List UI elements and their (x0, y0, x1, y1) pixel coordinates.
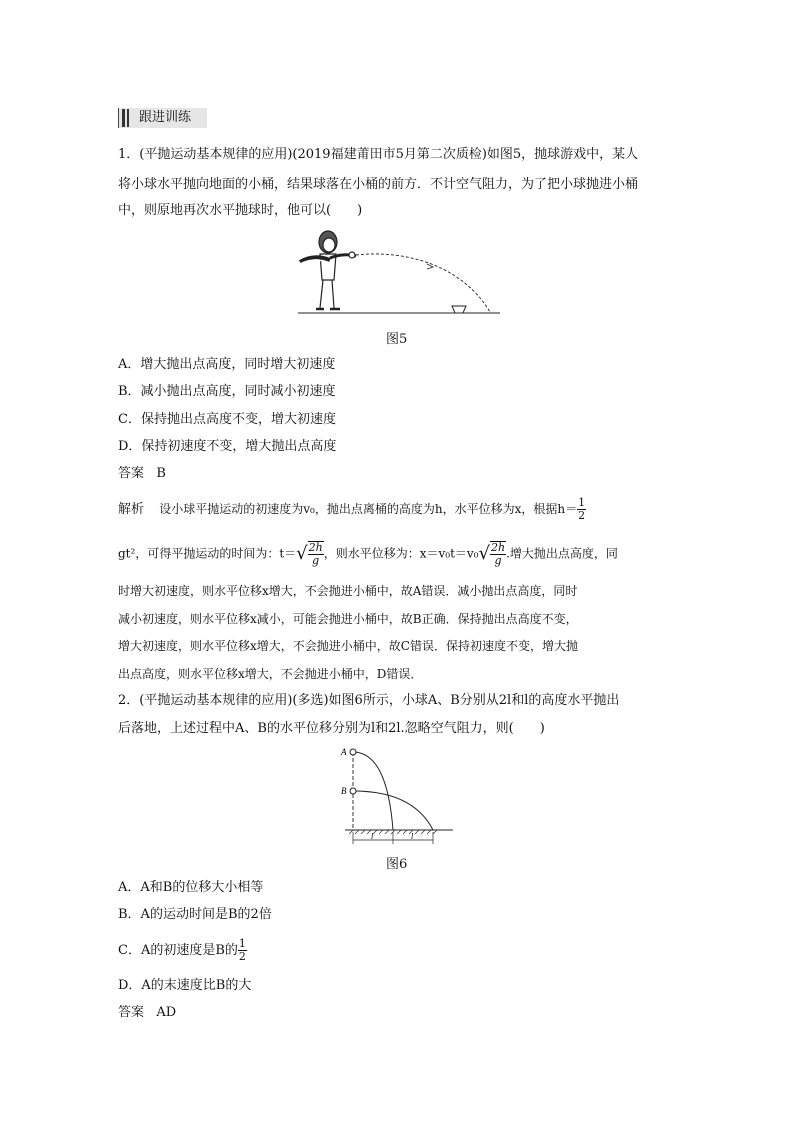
ball-a-icon (350, 749, 356, 755)
q2-stem-line: 后落地，上述过程中A、B的水平位移分别为l和2l.忽略空气阻力，则( ) (118, 721, 545, 736)
q2-answer (118, 1005, 176, 1021)
fraction-one-half: $\frac{1}{2}$ (238, 937, 246, 963)
trajectory-path (356, 254, 490, 312)
sqrt-icon: √ (478, 543, 490, 564)
ball-b-icon (350, 788, 356, 794)
fraction-2h-over-g: $\frac{2h}{g}$ (308, 541, 323, 567)
figure-6-projectile-diagram (335, 740, 460, 850)
q2-option-a: A．A和B的位移大小相等 (118, 880, 264, 895)
figure-5-throw-illustration (290, 222, 505, 322)
analysis-text: .增大抛出点高度，同 (506, 546, 618, 561)
q2-option-d: D．A的末速度比B的大 (118, 978, 252, 993)
q1-option-b: B．减小抛出点高度，同时减小初速度 (118, 384, 336, 399)
q1-analysis-line: 时增大初速度，则水平位移x增大，不会抛进小桶中，故A错误．减小抛出点高度，同时 (118, 584, 578, 598)
figure-5-caption: 图5 (386, 332, 408, 347)
option-c-text: C．A的初速度是B的 (118, 943, 238, 958)
bucket-icon (452, 306, 466, 313)
label-a: A (341, 747, 347, 757)
q1-option-d: D．保持初速度不变，增大抛出点高度 (118, 439, 337, 454)
q2-stem-line: 2．(平抛运动基本规律的应用)(多选)如图6所示，小球A、B分别从2l和l的高度水平抛出 (118, 693, 620, 708)
answer-label: 答案 (118, 1005, 145, 1020)
q1-analysis-line: 出点高度，则水平位移x增大，不会抛进小桶中，D错误． (118, 667, 423, 681)
answer-value: B (156, 466, 166, 481)
analysis-text: gt²，可得平抛运动的时间为：t＝ (118, 546, 297, 561)
figure-6-caption: 图6 (386, 857, 408, 872)
person-figure (300, 231, 356, 309)
q1-analysis-line (118, 541, 618, 567)
section-title: 跟进训练 (139, 110, 192, 125)
q1-analysis-line: 减小初速度，则水平位移x减小，可能会抛进小桶中，故B正确．保持抛出点高度不变， (118, 612, 578, 626)
q1-analysis-line: 增大初速度，则水平位移x增大，不会抛进小桶中，故C错误．保持初速度不变，增大抛 (118, 639, 578, 653)
tag-bar-icon (122, 109, 125, 127)
q1-option-c: C．保持抛出点高度不变，增大初速度 (118, 412, 336, 427)
label-b: B (341, 786, 347, 796)
section-tag (118, 108, 207, 128)
q1-stem-line: 中，则原地再次水平抛球时，他可以( ) (118, 203, 363, 218)
answer-label: 答案 (118, 466, 145, 481)
analysis-text: 设小球平抛运动的初速度为v₀，抛出点离桶的高度为h，水平位移为x，根据h＝ (159, 502, 578, 516)
q2-option-c (118, 938, 247, 964)
q2-option-b: B．A的运动时间是B的2倍 (118, 907, 272, 922)
q1-stem-line: 1．(平抛运动基本规律的应用)(2019福建莆田市5月第二次质检)如图5，抛球游戏中，某人 (118, 147, 639, 162)
q1-option-a: A．增大抛出点高度，同时增大初速度 (118, 357, 336, 372)
label-l-second: l (411, 832, 414, 841)
q1-stem-line: 将小球水平抛向地面的小桶，结果球落在小桶的前方．不计空气阻力，为了把小球抛进小桶 (118, 177, 639, 192)
label-l-first: l (371, 832, 374, 841)
fraction-one-half: $\frac{1}{2}$ (578, 496, 586, 522)
answer-value: AD (156, 1005, 177, 1020)
fraction-2h-over-g: $\frac{2h}{g}$ (490, 541, 506, 567)
q1-answer (118, 466, 166, 482)
analysis-text: ，则水平位移为：x＝v₀t＝v₀ (323, 546, 479, 561)
sqrt-icon: √ (296, 543, 308, 564)
analysis-label: 解析 (118, 502, 145, 517)
q1-analysis-line (118, 497, 586, 522)
tag-bar-icon (127, 109, 129, 127)
